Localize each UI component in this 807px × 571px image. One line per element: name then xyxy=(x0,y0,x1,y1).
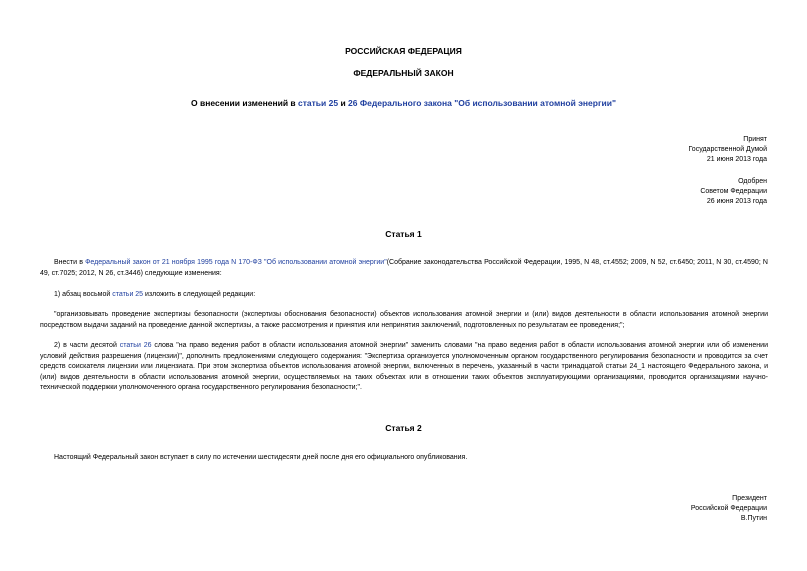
law-title xyxy=(0,98,807,108)
approved-line-1: Одобрен xyxy=(738,178,767,185)
article-2-text: Настоящий Федеральный закон вступает в силу по истечении шестидесяти дней после дня его официального опубликования. xyxy=(54,454,468,461)
item-2-article-26-link[interactable]: статьи 26 xyxy=(119,342,152,349)
approved-line-3: 26 июня 2013 года xyxy=(706,198,767,205)
approved-line-2: Советом Федерации xyxy=(700,188,767,195)
intro-prefix: Внести в xyxy=(54,259,86,266)
signature-line-1: Президент xyxy=(732,495,767,502)
article-1-item-1 xyxy=(40,290,768,301)
signature-line-3: В.Путин xyxy=(740,515,767,522)
country-heading: РОССИЙСКАЯ ФЕДЕРАЦИЯ xyxy=(345,46,462,56)
signature-line-2: Российской Федерации xyxy=(690,505,767,512)
title-link-article-25[interactable]: статьи 25 xyxy=(298,98,339,108)
intro-law-link[interactable]: Федеральный закон от 21 ноября 1995 года N 170-ФЗ "Об использовании атомной энергии" xyxy=(85,259,387,266)
adopted-line-1: Принят xyxy=(743,136,767,143)
adopted-block xyxy=(688,135,767,165)
title-prefix: О внесении изменений в xyxy=(191,98,299,108)
item-1-prefix: 1) абзац восьмой xyxy=(54,291,113,298)
intro-suffix: (Собрание законодательства Российской Федерации, 1995, N 48, ст.4552; 2009, N 52, ст.6450; 2011, N 30, ст.4590; N 49, ст.7025; 2012, N 26, ст.3446) следующие изменения: xyxy=(40,259,768,277)
item-1-article-25-link[interactable]: статьи 25 xyxy=(112,291,144,298)
article-1-item-2 xyxy=(40,341,768,394)
article-2-heading: Статья 2 xyxy=(385,423,422,433)
title-middle: и xyxy=(338,98,349,108)
article-1-heading: Статья 1 xyxy=(385,229,422,239)
item-2-suffix: слова "на право ведения работ в области использования атомной энергии" заменить словами "на право ведения работ в области использования атомной энергии или об изменении условий действия разрешения (лицензии)", дополнить предложениями следующего содержания: "Экспертиза организуется уполномоченным органом государственного регулирования безопасности и проводится за счет средств соискателя лицензии или лицензиата. При этом экспертиза объектов использования атомной энергии, включенных в перечень, указанный в части тринадцатой статьи 24_1 настоящего Федерального закона, и (или) видов деятельности в области использования атомной энергии, осуществляемых на таких объектах или в отношении таких объектов эксплуатирующими организациями, проводится организациями научно-технической поддержки уполномоченного органа государственного регулирования безопасности;". xyxy=(40,342,768,392)
title-link-article-26[interactable]: 26 Федерального закона "Об использовании атомной энергии" xyxy=(348,98,616,108)
approved-block xyxy=(700,177,767,207)
signature-block xyxy=(691,494,767,524)
adopted-line-3: 21 июня 2013 года xyxy=(706,156,767,163)
adopted-line-2: Государственной Думой xyxy=(688,146,767,153)
law-type-heading: ФЕДЕРАЛЬНЫЙ ЗАКОН xyxy=(353,68,454,78)
article-1-intro xyxy=(40,258,768,279)
item-2-prefix: 2) в части десятой xyxy=(54,342,120,349)
item-1-suffix: изложить в следующей редакции: xyxy=(143,291,256,298)
article-1-quote: "организовывать проведение экспертизы безопасности (экспертизы обоснования безопасности) объектов использования атомной энергии и (или) видов деятельности в области использования атомной энергии посредством выдачи заданий на проведение данной экспертизы, а также рассмотрения и принятия или непринятия заключений, подготовленных по результатам ее проведения;"; xyxy=(40,311,768,329)
